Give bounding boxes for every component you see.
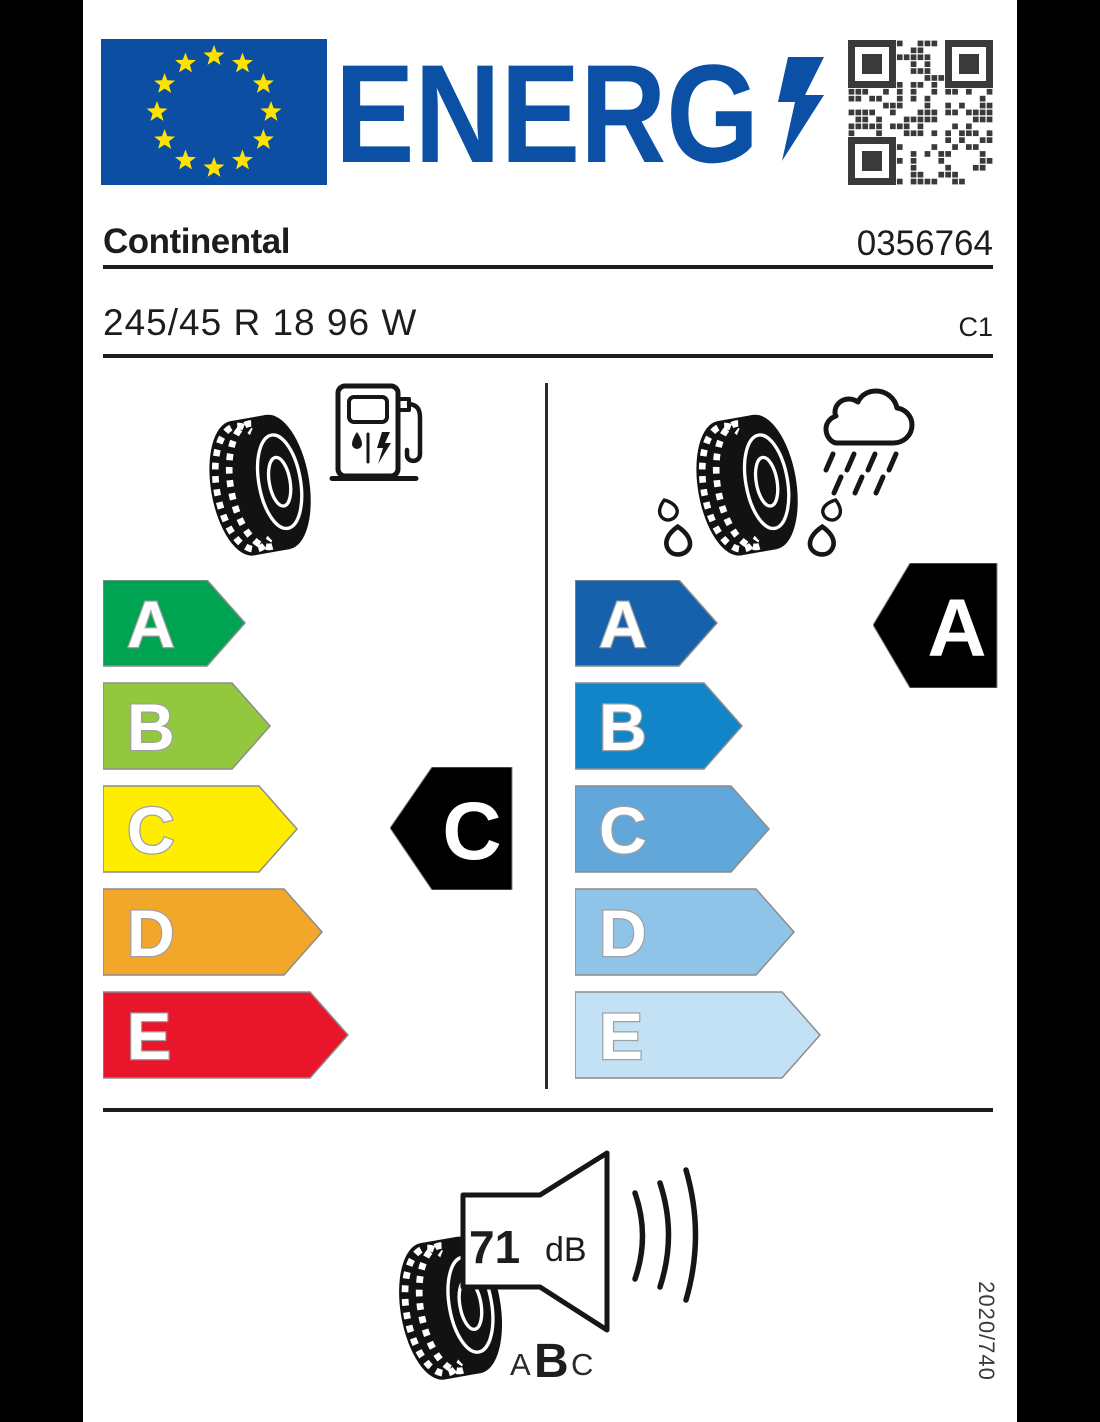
noise-pictogram — [383, 1145, 728, 1395]
wet-grade-letter-e: E — [599, 999, 644, 1073]
qr-finder-top-left — [848, 40, 896, 88]
fuel-grade-letter-b: B — [127, 690, 175, 764]
tire-icon — [687, 410, 808, 561]
energ-logo — [333, 40, 813, 175]
qr-finder-bottom-left — [848, 137, 896, 185]
header-divider-line — [103, 265, 993, 269]
wet-grip-scale — [575, 580, 835, 1080]
fuel-efficiency-scale — [103, 580, 363, 1080]
noise-class-c: C — [571, 1347, 594, 1382]
fuel-grade-letter-e: E — [127, 999, 172, 1073]
size-divider-line — [103, 354, 993, 358]
qr-finder-top-right — [945, 40, 993, 88]
tire-icon — [203, 410, 320, 561]
tyre-size: 245/45 R 18 96 W — [103, 302, 418, 343]
article-number: 0356764 — [856, 224, 993, 263]
wet-grip-rating-letter: A — [927, 583, 987, 674]
fuel-grade-letter-c: C — [127, 793, 175, 867]
brand-name: Continental — [103, 222, 290, 261]
tyre-energy-label — [83, 0, 1017, 1422]
wet-grade-letter-b: B — [599, 690, 647, 764]
lightning-bolt-icon — [778, 57, 824, 162]
fuel-efficiency-pictogram — [203, 378, 453, 573]
fuel-grade-letter-d: D — [127, 896, 175, 970]
tyre-class: C1 — [958, 312, 993, 342]
rain-drops-icon — [826, 454, 896, 493]
energ-logo-text: ENERG — [335, 40, 759, 175]
noise-class-b-rated: B — [534, 1335, 569, 1388]
fuel-rating-letter: C — [442, 786, 502, 877]
rain-cloud-icon — [826, 391, 912, 443]
splash-icon-left — [655, 497, 692, 557]
fuel-grade-letter-a: A — [127, 587, 175, 661]
wet-grip-rating-arrow — [873, 563, 999, 688]
wet-grade-letter-c: C — [599, 793, 647, 867]
fuel-pump-icon — [332, 386, 420, 479]
fuel-rating-arrow — [390, 767, 514, 890]
wet-grip-pictogram — [608, 378, 938, 578]
noise-value: 71 — [469, 1221, 521, 1273]
noise-unit: dB — [545, 1231, 587, 1269]
noise-class-a: A — [510, 1347, 531, 1382]
eu-flag — [101, 39, 327, 185]
qr-code — [848, 40, 993, 185]
regulation-number: 2020/740 — [974, 1281, 999, 1381]
center-divider-line — [545, 383, 548, 1089]
wet-grade-letter-d: D — [599, 896, 647, 970]
sound-waves-icon — [635, 1170, 696, 1300]
wet-grade-letter-a: A — [599, 587, 647, 661]
splash-icon-right — [808, 497, 845, 557]
noise-divider-line — [103, 1108, 993, 1112]
